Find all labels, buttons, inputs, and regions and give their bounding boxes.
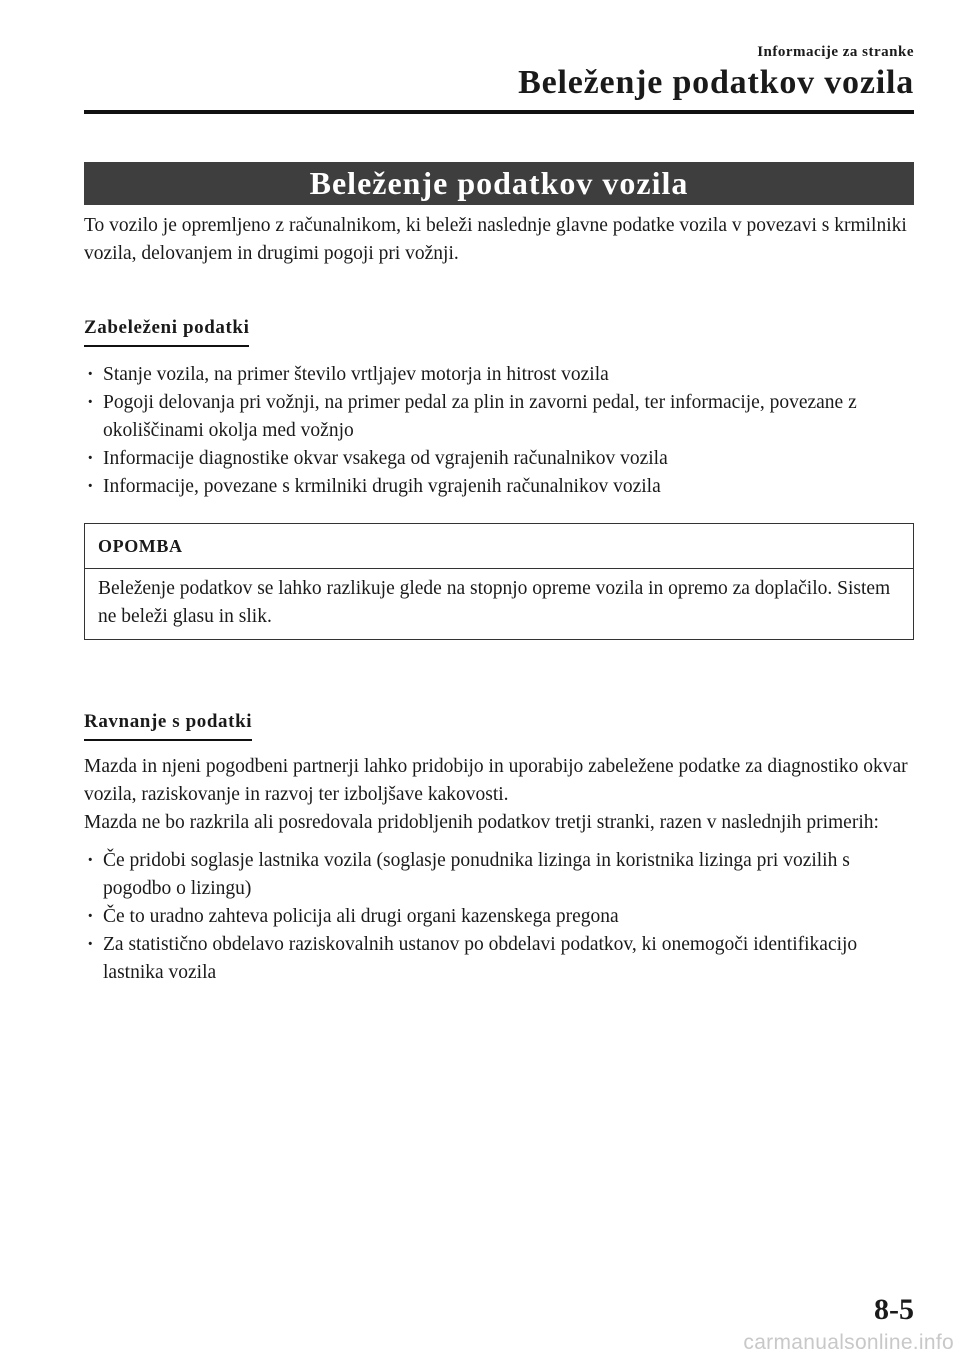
list-item: · Stanje vozila, na primer število vrtljajev motorja in hitrost vozila bbox=[84, 361, 914, 389]
main-title-bar: Beleženje podatkov vozila bbox=[84, 162, 914, 205]
note-text: Beleženje podatkov se lahko razlikuje glede na stopnjo opreme vozila in opremo za doplačilo. Sistem ne beleži glasu in slik. bbox=[98, 578, 891, 627]
list-item: · Če pridobi soglasje lastnika vozila (soglasje ponudnika lizinga in koristnika lizinga pri vozilih s pogodbo o lizingu) bbox=[84, 847, 914, 903]
data-handling-heading: Ravnanje s podatki bbox=[84, 708, 252, 741]
list-item: · Informacije, povezane s krmilniki drugih vgrajenih računalnikov vozila bbox=[84, 473, 914, 501]
watermark: carmanualsonline.info bbox=[743, 1331, 954, 1354]
content bbox=[84, 212, 914, 987]
note-box bbox=[84, 523, 914, 640]
list-item: · Za statistično obdelavo raziskovalnih ustanov po obdelavi podatkov, ki onemogoči identifikacijo lastnika vozila bbox=[84, 931, 914, 987]
list-item: · Če to uradno zahteva policija ali drugi organi kazenskega pregona bbox=[84, 903, 914, 931]
recorded-data-list bbox=[84, 361, 914, 501]
recorded-data-heading: Zabeleženi podatki bbox=[84, 314, 249, 347]
note-label: OPOMBA bbox=[85, 524, 913, 569]
header-rule bbox=[84, 110, 914, 114]
intro-paragraph: To vozilo je opremljeno z računalnikom, ki beleži naslednje glavne podatke vozila v povezavi s krmilniki vozila, delovanjem in drugimi pogoji pri vožnji. bbox=[84, 215, 907, 264]
list-item: · Pogoji delovanja pri vožnji, na primer pedal za plin in zavorni pedal, ter informacije, povezane z okoliščinami okolja med vožnjo bbox=[84, 389, 914, 445]
page-number: 8-5 bbox=[874, 1293, 914, 1326]
header-section-label: Informacije za stranke bbox=[757, 44, 914, 60]
handling-paragraph-1: Mazda in njeni pogodbeni partnerji lahko pridobijo in uporabijo zabeležene podatke za diagnostiko okvar vozila, raziskovanje in razvoj ter izboljšave kakovosti. bbox=[84, 756, 908, 805]
header-page-title: Beleženje podatkov vozila bbox=[518, 64, 914, 101]
list-item: · Informacije diagnostike okvar vsakega od vgrajenih računalnikov vozila bbox=[84, 445, 914, 473]
disclosure-exceptions-list bbox=[84, 847, 914, 987]
handling-paragraph-2: Mazda ne bo razkrila ali posredovala pridobljenih podatkov tretji stranki, razen v naslednjih primerih: bbox=[84, 812, 879, 833]
